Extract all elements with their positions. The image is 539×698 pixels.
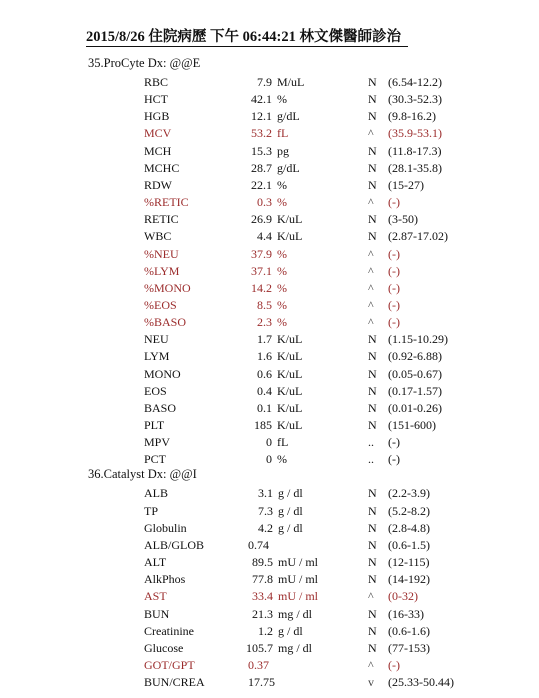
- result-flag: N: [368, 143, 377, 158]
- lab-result-row: [0, 503, 539, 520]
- test-value: 22.1: [251, 177, 272, 192]
- reference-range: (35.9-53.1): [388, 126, 442, 141]
- result-flag: ^: [368, 126, 374, 141]
- result-flag: N: [368, 75, 377, 89]
- test-value: 33.4: [252, 589, 273, 604]
- test-name: RETIC: [144, 212, 179, 227]
- test-value: 0.6: [257, 366, 272, 381]
- test-name: %MONO: [144, 280, 191, 295]
- test-unit: mU / ml: [278, 555, 319, 570]
- report-title: 2015/8/26 住院病歷 下午 06:44:21 林文傑醫師診治: [86, 28, 408, 47]
- test-unit: K/uL: [277, 332, 303, 347]
- lab-result-row: [0, 194, 539, 211]
- result-flag: N: [368, 537, 377, 552]
- test-value: 77.8: [252, 572, 273, 587]
- test-unit: %: [277, 263, 287, 278]
- reference-range: (0.6-1.6): [388, 623, 430, 638]
- test-value: 0: [266, 452, 272, 467]
- test-unit: %: [277, 297, 287, 312]
- lab-result-row: [0, 417, 539, 434]
- test-unit: %: [277, 452, 287, 467]
- test-value: 28.7: [251, 160, 272, 175]
- lab-result-row: [0, 383, 539, 400]
- section-header: 35.ProCyte Dx: @@E: [88, 56, 201, 70]
- lab-result-row: [0, 280, 539, 297]
- test-unit: K/uL: [277, 383, 303, 398]
- test-value: 0.37: [248, 657, 269, 672]
- lab-result-row: [0, 606, 539, 623]
- lab-result-row: [0, 331, 539, 348]
- lab-result-row: [0, 108, 539, 125]
- lab-result-row: [0, 160, 539, 177]
- test-unit: %: [277, 195, 287, 210]
- lab-result-row: [0, 640, 539, 657]
- reference-range: (0.92-6.88): [388, 349, 442, 364]
- lab-result-row: [0, 211, 539, 228]
- test-value: 17.75: [248, 675, 275, 690]
- test-unit: g / dl: [278, 486, 303, 501]
- test-unit: pg: [277, 143, 289, 158]
- test-unit: %: [277, 280, 287, 295]
- test-name: MPV: [144, 435, 171, 450]
- test-name: %NEU: [144, 246, 179, 261]
- reference-range: (-): [388, 263, 400, 278]
- lab-result-row: [0, 297, 539, 314]
- test-value: 12.1: [251, 109, 272, 124]
- test-name: EOS: [144, 383, 167, 398]
- lab-result-row: [0, 246, 539, 263]
- test-value: 14.2: [251, 280, 272, 295]
- result-flag: N: [368, 366, 377, 381]
- result-flag: N: [368, 109, 377, 124]
- test-name: AST: [144, 589, 167, 604]
- test-name: ALB: [144, 486, 168, 501]
- result-flag: N: [368, 640, 377, 655]
- test-name: GOT/GPT: [144, 657, 195, 672]
- test-name: AlkPhos: [144, 572, 186, 587]
- test-name: %BASO: [144, 315, 187, 330]
- result-flag: ..: [368, 452, 374, 467]
- reference-range: (9.8-16.2): [388, 109, 436, 124]
- test-unit: g / dl: [278, 520, 303, 535]
- test-value: 1.2: [258, 623, 273, 638]
- test-name: MCHC: [144, 160, 180, 175]
- lab-result-row: [0, 520, 539, 537]
- result-flag: ^: [368, 315, 374, 330]
- reference-range: (2.2-3.9): [388, 486, 430, 501]
- test-unit: %: [277, 315, 287, 330]
- reference-range: (-): [388, 297, 400, 312]
- test-name: NEU: [144, 332, 169, 347]
- test-name: %EOS: [144, 297, 177, 312]
- test-unit: g / dl: [278, 503, 303, 518]
- test-unit: mU / ml: [278, 589, 319, 604]
- lab-result-row: [0, 228, 539, 245]
- test-name: PLT: [144, 418, 165, 432]
- result-flag: N: [368, 229, 377, 244]
- test-unit: M/uL: [277, 75, 305, 89]
- reference-range: (14-192): [388, 572, 430, 587]
- lab-result-row: [0, 314, 539, 331]
- test-name: ALB/GLOB: [144, 537, 204, 552]
- result-flag: N: [368, 486, 377, 501]
- test-value: 7.9: [257, 75, 272, 89]
- lab-result-row: [0, 177, 539, 194]
- lab-result-row: [0, 74, 539, 91]
- result-flag: N: [368, 400, 377, 415]
- test-unit: mg / dl: [278, 640, 313, 655]
- reference-range: (77-153): [388, 640, 430, 655]
- test-name: BUN: [144, 606, 170, 621]
- result-flag: N: [368, 555, 377, 570]
- reference-range: (12-115): [388, 555, 430, 570]
- lab-result-row: [0, 434, 539, 451]
- test-value: 37.1: [251, 263, 272, 278]
- test-value: 3.1: [258, 486, 273, 501]
- test-value: 0.74: [248, 537, 269, 552]
- test-unit: K/uL: [277, 212, 303, 227]
- reference-range: (16-33): [388, 606, 424, 621]
- result-flag: ^: [368, 589, 374, 604]
- lab-result-row: [0, 588, 539, 605]
- reference-range: (-): [388, 280, 400, 295]
- reference-range: (30.3-52.3): [388, 92, 442, 107]
- test-name: MONO: [144, 366, 181, 381]
- test-name: HCT: [144, 92, 168, 107]
- result-flag: ^: [368, 263, 374, 278]
- reference-range: (-): [388, 452, 400, 467]
- test-value: 0.1: [257, 400, 272, 415]
- test-unit: %: [277, 246, 287, 261]
- test-name: Glucose: [144, 640, 184, 655]
- result-flag: N: [368, 212, 377, 227]
- reference-range: (0.17-1.57): [388, 383, 442, 398]
- test-unit: mg / dl: [278, 606, 313, 621]
- lab-result-row: [0, 143, 539, 160]
- lab-result-row: [0, 657, 539, 674]
- test-unit: %: [277, 177, 287, 192]
- test-name: RDW: [144, 177, 172, 192]
- test-value: 1.7: [257, 332, 272, 347]
- reference-range: (11.8-17.3): [388, 143, 442, 158]
- test-value: 89.5: [252, 555, 273, 570]
- result-flag: N: [368, 177, 377, 192]
- reference-range: (2.8-4.8): [388, 520, 430, 535]
- result-flag: ^: [368, 195, 374, 210]
- test-value: 15.3: [251, 143, 272, 158]
- reference-range: (-): [388, 246, 400, 261]
- test-unit: K/uL: [277, 349, 303, 364]
- test-name: MCV: [144, 126, 172, 141]
- test-name: Creatinine: [144, 623, 194, 638]
- test-name: %LYM: [144, 263, 180, 278]
- lab-result-row: [0, 348, 539, 365]
- test-name: BUN/CREA: [144, 675, 205, 690]
- result-flag: N: [368, 572, 377, 587]
- test-name: TP: [144, 503, 159, 518]
- test-unit: g / dl: [278, 623, 303, 638]
- reference-range: (151-600): [388, 418, 436, 432]
- result-flag: ^: [368, 297, 374, 312]
- result-flag: N: [368, 349, 377, 364]
- section-header: 36.Catalyst Dx: @@I: [88, 467, 197, 482]
- result-flag: ^: [368, 246, 374, 261]
- test-unit: mU / ml: [278, 572, 319, 587]
- reference-range: (2.87-17.02): [388, 229, 448, 244]
- test-unit: K/uL: [277, 400, 303, 415]
- result-flag: N: [368, 160, 377, 175]
- lab-result-row: [0, 91, 539, 108]
- test-value: 26.9: [251, 212, 272, 227]
- reference-range: (3-50): [388, 212, 418, 227]
- reference-range: (15-27): [388, 177, 424, 192]
- test-name: Globulin: [144, 520, 187, 535]
- result-flag: N: [368, 623, 377, 638]
- test-name: HGB: [144, 109, 170, 124]
- result-flag: ..: [368, 435, 374, 450]
- reference-range: (0.05-0.67): [388, 366, 442, 381]
- test-name: ALT: [144, 555, 167, 570]
- lab-result-row: [0, 125, 539, 142]
- lab-result-row: [0, 623, 539, 640]
- result-flag: N: [368, 383, 377, 398]
- reference-range: (25.33-50.44): [388, 675, 454, 690]
- test-value: 0: [266, 435, 272, 450]
- lab-result-row: [0, 263, 539, 280]
- lab-result-row: [0, 485, 539, 502]
- test-value: 4.4: [257, 229, 272, 244]
- reference-range: (0.6-1.5): [388, 537, 430, 552]
- reference-range: (-): [388, 195, 400, 210]
- test-value: 1.6: [257, 349, 272, 364]
- reference-range: (5.2-8.2): [388, 503, 430, 518]
- result-flag: N: [368, 606, 377, 621]
- test-unit: fL: [277, 126, 289, 141]
- test-unit: K/uL: [277, 229, 303, 244]
- test-name: LYM: [144, 349, 170, 364]
- result-flag: N: [368, 503, 377, 518]
- lab-result-row: [0, 366, 539, 383]
- test-unit: g/dL: [277, 160, 300, 175]
- test-value: 8.5: [257, 297, 272, 312]
- lab-result-row: [0, 537, 539, 554]
- test-value: 42.1: [251, 92, 272, 107]
- lab-result-row: [0, 571, 539, 588]
- lab-result-row: [0, 400, 539, 417]
- test-name: PCT: [144, 452, 167, 467]
- test-value: 185: [254, 418, 272, 432]
- lab-result-row: [0, 554, 539, 571]
- test-unit: K/uL: [277, 366, 303, 381]
- reference-range: (28.1-35.8): [388, 160, 442, 175]
- test-unit: g/dL: [277, 109, 300, 124]
- test-unit: K/uL: [277, 418, 303, 432]
- test-name: MCH: [144, 143, 172, 158]
- test-value: 7.3: [258, 503, 273, 518]
- reference-range: (6.54-12.2): [388, 75, 442, 89]
- result-flag: N: [368, 92, 377, 107]
- reference-range: (-): [388, 657, 400, 672]
- reference-range: (1.15-10.29): [388, 332, 448, 347]
- lab-result-row: [0, 451, 539, 468]
- result-flag: N: [368, 418, 377, 432]
- test-value: 0.3: [257, 195, 272, 210]
- test-unit: %: [277, 92, 287, 107]
- reference-range: (0-32): [388, 589, 418, 604]
- test-name: BASO: [144, 400, 177, 415]
- test-value: 2.3: [257, 315, 272, 330]
- test-value: 4.2: [258, 520, 273, 535]
- reference-range: (-): [388, 315, 400, 330]
- reference-range: (-): [388, 435, 400, 450]
- result-flag: ^: [368, 280, 374, 295]
- test-value: 53.2: [251, 126, 272, 141]
- test-name: RBC: [144, 75, 169, 89]
- test-value: 21.3: [252, 606, 273, 621]
- result-flag: v: [368, 675, 374, 690]
- test-unit: fL: [277, 435, 289, 450]
- result-flag: N: [368, 520, 377, 535]
- reference-range: (0.01-0.26): [388, 400, 442, 415]
- test-name: %RETIC: [144, 195, 189, 210]
- test-value: 0.4: [257, 383, 272, 398]
- result-flag: ^: [368, 657, 374, 672]
- result-flag: N: [368, 332, 377, 347]
- lab-result-row: [0, 674, 539, 691]
- test-name: WBC: [144, 229, 172, 244]
- test-value: 105.7: [246, 640, 273, 655]
- test-value: 37.9: [251, 246, 272, 261]
